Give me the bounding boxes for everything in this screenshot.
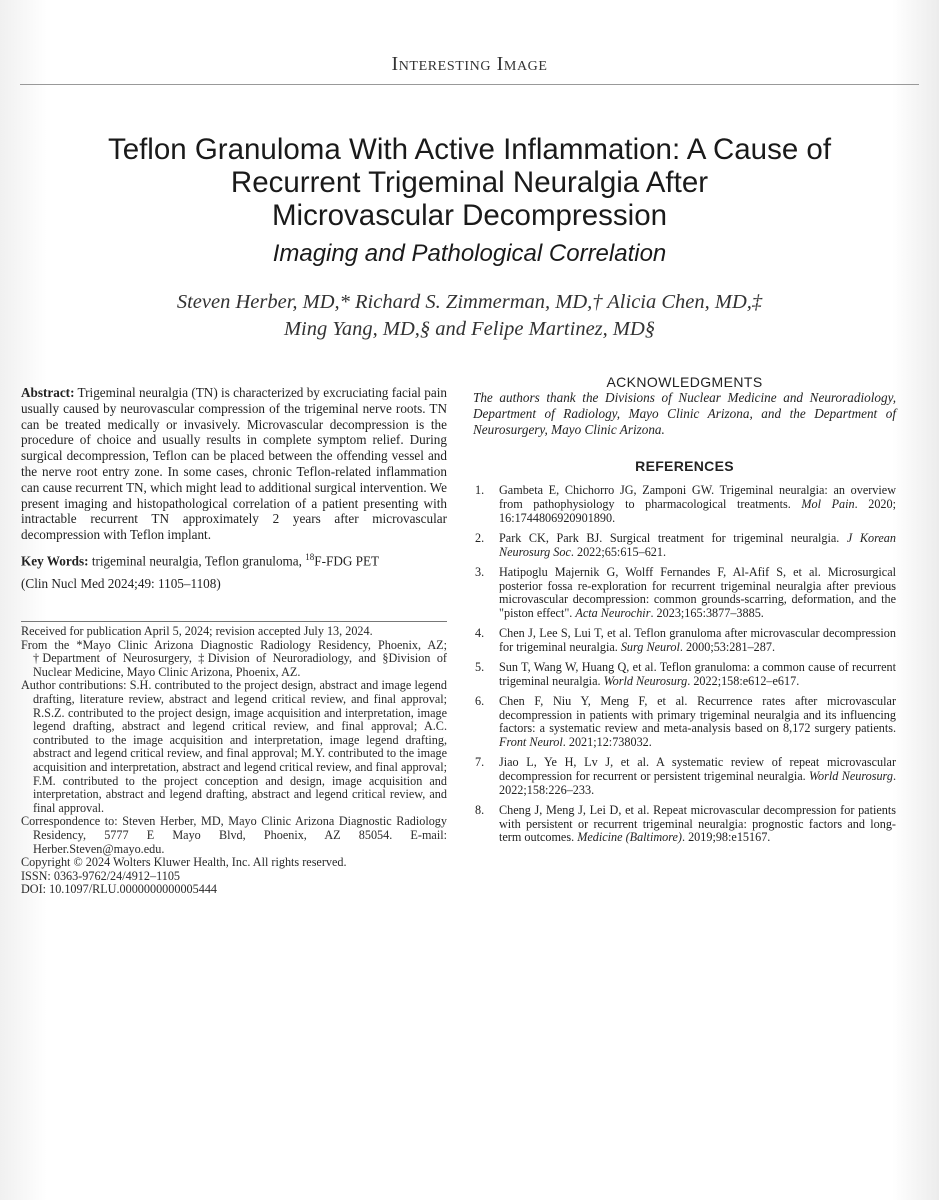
reference-list	[473, 484, 896, 845]
reference-item	[475, 804, 896, 845]
reference-number: 8.	[475, 802, 485, 817]
abstract	[21, 385, 447, 543]
keywords-text: trigeminal neuralgia, Teflon granuloma,	[91, 553, 302, 569]
author-line: Steven Herber, MD,* Richard S. Zimmerman, MD,† Alicia Chen, MD,‡	[176, 291, 763, 313]
citation: (Clin Nucl Med 2024;49: 1105–1108)	[21, 576, 221, 592]
correspondence: Correspondence to: Steven Herber, MD, Mayo Clinic Arizona Diagnostic Radiology Residency, 5777 E Mayo Blvd, Phoenix, AZ 85054. E-mail: Herber.Steven@mayo.edu.	[21, 814, 447, 856]
reference-number: 1.	[475, 483, 485, 498]
footnote-rule	[21, 621, 447, 622]
right-column	[473, 374, 896, 852]
reference-number: 6.	[475, 694, 485, 709]
reference-journal: Mol Pain	[801, 497, 855, 512]
article-title	[40, 133, 899, 232]
reference-number: 7.	[475, 755, 485, 770]
author-line: Ming Yang, MD,§ and Felipe Martinez, MD§	[283, 318, 656, 340]
author-contributions: Author contributions: S.H. contributed to the project design, abstract and image legend drafting, literature review, abstract and legend critical review, and final approval; R.S.Z. contributed to the project design, image acquisition and interpretation, image legend drafting, abstract and legend critical review, and final approval; A.C. contributed to the image acquisition and interpretation, image legend drafting, abstract and legend critical review, and final approval; M.Y. contributed to the image acquisition and interpretation, abstract and legend critical review, and final approval; F.M. contributed to the project conception and design, image acquisition and interpretation, abstract and legend drafting, abstract and legend critical review, and final approval.	[21, 678, 447, 815]
abstract-label: Abstract:	[21, 385, 75, 400]
reference-text: Chen J, Lee S, Lui T, et al. Teflon granuloma after microvascular decompression for trigeminal neuralgia. Surg Neurol. 2000;53:281–287.	[499, 626, 896, 654]
reference-journal: World Neurosurg	[809, 769, 893, 784]
reference-text: Jiao L, Ye H, Lv J, et al. A systematic review of repeat microvascular decompression for recurrent or persistent trigeminal neuralgia. World Neurosurg. 2022;158:226–233.	[499, 755, 896, 797]
reference-text: Hatipoglu Majernik G, Wolff Fernandes F, Al-Afif S, et al. Microsurgical posterior fossa re-exploration for recurrent trigeminal neuralgia after previous microvascular decompression: common grounds-scarring, deformation, and the "piston effect". Acta Neurochir. 2023;165:3877–3885.	[499, 564, 896, 621]
reference-text: Park CK, Park BJ. Surgical treatment for trigeminal neuralgia. J Korean Neurosurg Soc. 2022;65:615–621.	[499, 531, 896, 559]
reference-item	[475, 532, 896, 559]
reference-item	[475, 756, 896, 797]
reference-journal: J Korean Neurosurg Soc	[499, 531, 896, 559]
reference-journal: Acta Neurochir	[575, 606, 651, 621]
reference-item	[475, 661, 896, 688]
header-rule	[20, 84, 919, 85]
title-line: Recurrent Trigeminal Neuralgia After	[230, 166, 709, 199]
issn: ISSN: 0363-9762/24/4912–1105	[21, 868, 181, 883]
reference-journal: Front Neurol	[499, 735, 563, 750]
reference-item	[475, 627, 896, 654]
acknowledgments-heading: ACKNOWLEDGMENTS	[606, 374, 763, 390]
keywords-superscript: 18	[305, 551, 315, 562]
reference-number: 5.	[475, 660, 485, 675]
reference-item	[475, 695, 896, 750]
reference-text: Gambeta E, Chichorro JG, Zamponi GW. Trigeminal neuralgia: an overview from pathophysiology to pharmacological treatments. Mol Pain. 2020; 16:1744806920901890.	[499, 483, 896, 525]
reference-item	[475, 484, 896, 525]
reference-number: 2.	[475, 531, 485, 545]
reference-item	[475, 566, 896, 621]
author-list	[60, 289, 879, 343]
article-meta	[21, 625, 447, 897]
reference-journal: Medicine (Baltimore)	[577, 830, 682, 845]
doi: DOI: 10.1097/RLU.0000000000005444	[21, 882, 218, 897]
section-label: Interesting Image	[391, 53, 548, 75]
keywords-label: Key Words:	[21, 553, 89, 569]
copyright: Copyright © 2024 Wolters Kluwer Health, Inc. All rights reserved.	[21, 855, 347, 870]
keywords	[21, 550, 447, 569]
left-column	[21, 385, 447, 592]
references-heading: REFERENCES	[635, 458, 734, 475]
abstract-text: Trigeminal neuralgia (TN) is characterized by excruciating facial pain usually caused by neurovascular compression of the trigeminal nerve roots. TN can be treated medically or invasively. Microvascular decompression is the procedure of choice and usually results in complete symptom relief. During surgical decompression, Teflon can be placed between the offending vessel and the nerve root entry zone. In some cases, chronic Teflon-related inflammation can cause recurrent TN, which might lead to additional surgical intervention. We present imaging and histopathological correlation of a patient presenting with intractable recurrent TN approximately 2 years after microvascular decompression with Teflon implant.	[21, 385, 447, 543]
keywords-text-after: F-FDG PET	[314, 553, 380, 569]
reference-number: 4.	[475, 626, 485, 641]
affiliations: From the *Mayo Clinic Arizona Diagnostic Radiology Residency, Phoenix, AZ; †Department of Neurosurgery, ‡Division of Neuroradiology, and §Division of Nuclear Medicine, Mayo Clinic Arizona, Phoenix, AZ.	[21, 637, 447, 679]
acknowledgments-text: The authors thank the Divisions of Nuclear Medicine and Neuroradiology, Department of Radiology, Mayo Clinic Arizona, and the Department of Neurosurgery, Mayo Clinic Arizona.	[473, 390, 896, 437]
reference-journal: World Neurosurg	[603, 673, 688, 688]
reference-number: 3.	[475, 564, 485, 579]
received-date: Received for publication April 5, 2024; revision accepted July 13, 2024.	[21, 624, 373, 638]
title-line: Microvascular Decompression	[271, 199, 668, 232]
article-subtitle: Imaging and Pathological Correlation	[272, 240, 667, 267]
reference-text: Chen F, Niu Y, Meng F, et al. Recurrence rates after microvascular decompression in patients with primary trigeminal neuralgia and its influencing factors: a systematic review and meta-analysis based on 8,172 surgery patients. Front Neurol. 2021;12:738032.	[499, 694, 896, 750]
title-line: Teflon Granuloma With Active Inflammation: A Cause of	[107, 133, 832, 166]
reference-journal: Surg Neurol	[620, 639, 680, 654]
reference-text: Cheng J, Meng J, Lei D, et al. Repeat microvascular decompression for patients with persistent or recurrent trigeminal neuralgia: prognostic factors and long-term outcomes. Medicine (Baltimore). 2019;98:e15167.	[499, 802, 896, 845]
reference-text: Sun T, Wang W, Huang Q, et al. Teflon granuloma: a common cause of recurrent trigeminal neuralgia. World Neurosurg. 2022;158:e612–e617.	[499, 660, 896, 688]
